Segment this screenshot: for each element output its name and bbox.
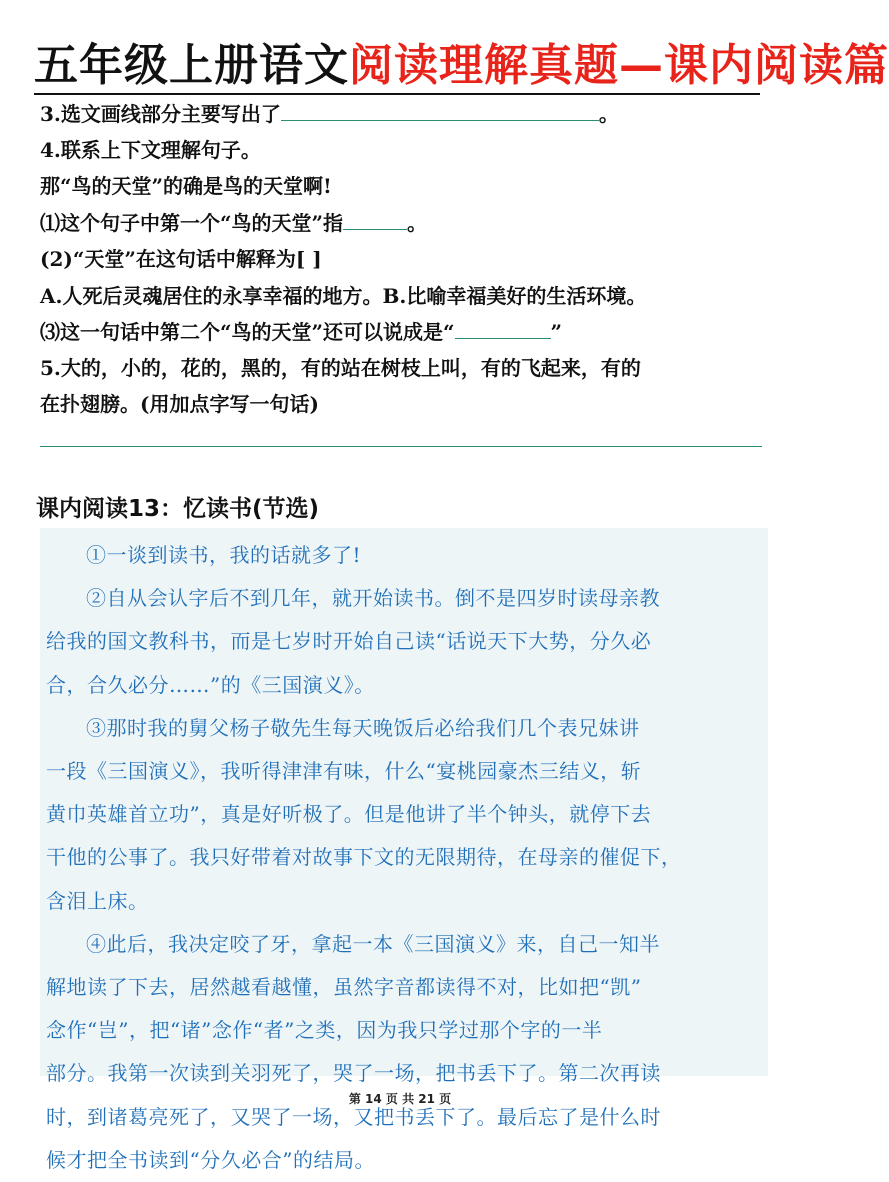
passage-line: ④此后，我决定咬了牙，拿起一本《三国演义》来，自己一知半	[86, 931, 660, 956]
title-divider	[34, 93, 760, 95]
question-3-end: 。	[598, 102, 619, 126]
passage-line: 给我的国文教科书，而是七岁时开始自己读“话说天下大势，分久必	[46, 629, 652, 654]
passage-line: 干他的公事了。我只好带着对故事下文的无限期待，在母亲的催促下，	[46, 845, 682, 870]
question-5-line2: 在扑翅膀。(用加点字写一句话)	[40, 392, 319, 416]
question-4-3-blank[interactable]	[455, 318, 551, 339]
passage-line: 候才把全书读到“分久必合”的结局。	[46, 1147, 375, 1172]
section-title: 课内阅读13：忆读书(节选)	[36, 496, 320, 522]
passage-line: ②自从会认字后不到几年，就开始读书。倒不是四岁时读母亲教	[86, 586, 660, 611]
question-4-2-options: A.人死后灵魂居住的永享幸福的地方。B.比喻幸福美好的生活环境。	[40, 284, 647, 308]
question-4-sentence: 那“鸟的天堂”的确是鸟的天堂啊!	[40, 174, 332, 198]
question-5-answer-line[interactable]	[40, 446, 762, 447]
question-4-2: (2)“天堂”在这句话中解释为[ ]	[40, 247, 322, 271]
page-number: 第 14 页 共 21 页	[348, 1092, 452, 1106]
question-3-text: 3.选文画线部分主要写出了	[40, 102, 281, 126]
question-4-3-text: ⑶这一句话中第二个“鸟的天堂”还可以说成是“	[40, 320, 455, 344]
page-title	[34, 38, 889, 94]
question-4-1-blank[interactable]	[343, 209, 407, 230]
passage-line: 解地读了下去，居然越看越懂，虽然字音都读得不对，比如把“凯”	[46, 975, 642, 1000]
passage-line: 合，合久必分……”的《三国演义》。	[46, 672, 375, 697]
question-4-3	[40, 318, 770, 346]
question-4: 4.联系上下文理解句子。	[40, 138, 261, 162]
question-3-blank[interactable]	[281, 100, 599, 121]
question-4-3-end: ”	[550, 320, 563, 344]
passage-line: 一段《三国演义》，我听得津津有味，什么“宴桃园豪杰三结义，斩	[46, 759, 642, 784]
title-red-part: 阅读理解真题—课内阅读篇	[349, 40, 889, 91]
question-4-1-end: 。	[407, 211, 428, 235]
question-4-1	[40, 209, 770, 237]
passage-line: 含泪上床。	[46, 888, 149, 913]
question-3	[40, 100, 770, 128]
passage-line: 部分。我第一次读到关羽死了，哭了一场，把书丢下了。第二次再读	[46, 1061, 661, 1086]
passage-line: ③那时我的舅父杨子敬先生每天晚饭后必给我们几个表兄妹讲	[86, 715, 640, 740]
question-4-1-text: ⑴这个句子中第一个“鸟的天堂”指	[40, 211, 344, 235]
passage-line: 时，到诸葛亮死了，又哭了一场，又把书丢下了。最后忘了是什么时	[46, 1104, 661, 1129]
passage-line: ①一谈到读书，我的话就多了!	[86, 543, 362, 567]
passage-line: 念作“岂”，把“诸”念作“者”之类，因为我只学过那个字的一半	[46, 1018, 603, 1043]
title-black-part: 五年级上册语文	[34, 40, 349, 91]
question-5-line1: 5.大的，小的，花的，黑的，有的站在树枝上叫，有的飞起来，有的	[40, 356, 641, 380]
passage-line: 黄巾英雄首立功”，真是好听极了。但是他讲了半个钟头，就停下去	[46, 802, 652, 827]
